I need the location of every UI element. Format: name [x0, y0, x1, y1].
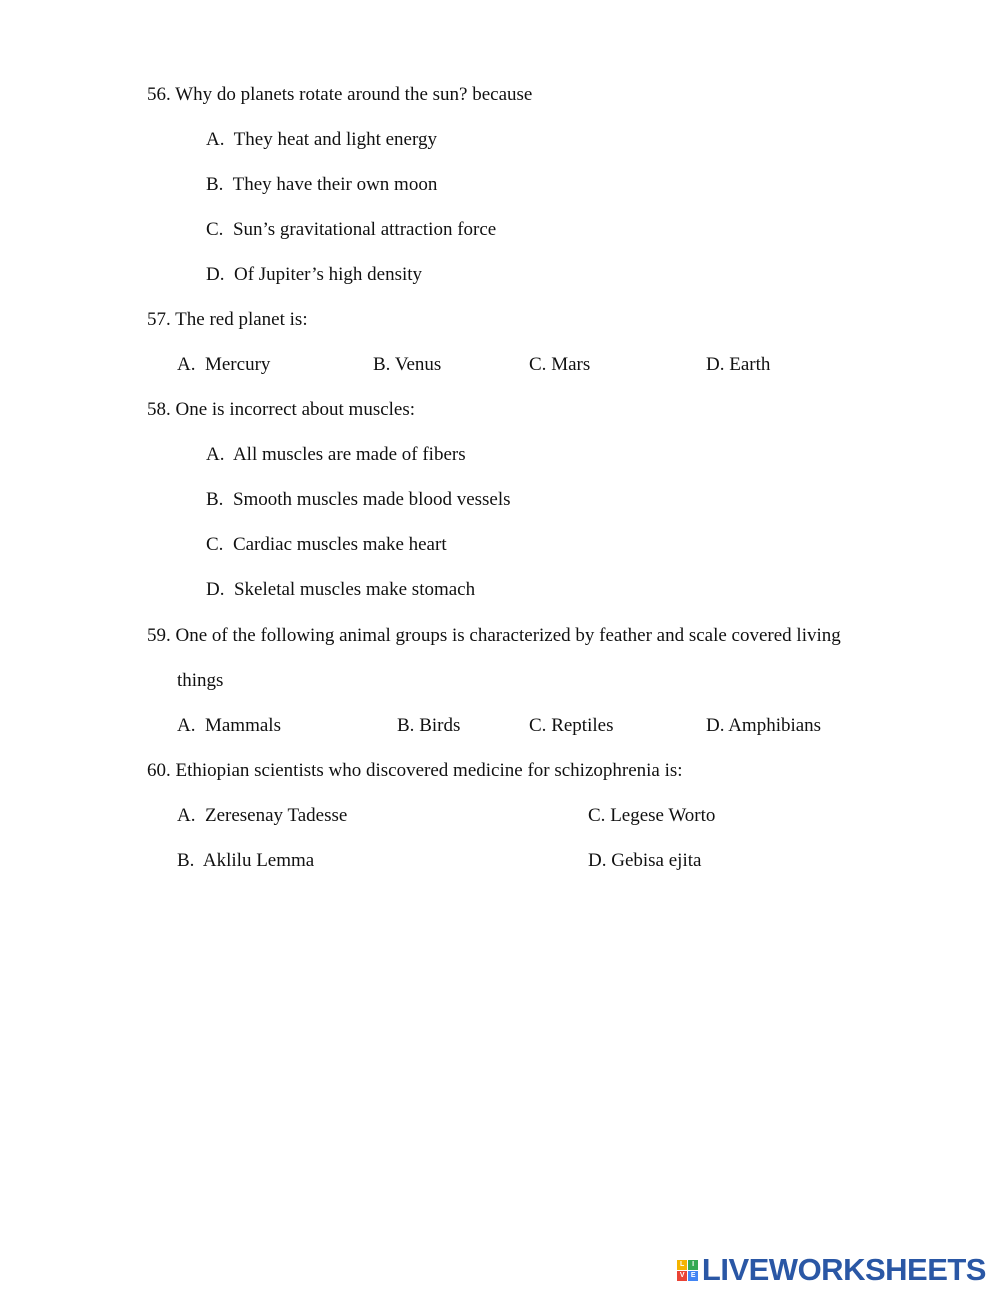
- option-letter: B.: [206, 489, 224, 510]
- option-text: They heat and light energy: [233, 129, 437, 150]
- option-59-c: [529, 716, 613, 735]
- question-text: Ethiopian scientists who discovered medicine for schizophrenia is:: [175, 760, 683, 781]
- option-letter: C.: [206, 534, 224, 555]
- question-text: One is incorrect about muscles:: [175, 399, 416, 420]
- option-60-d: [588, 851, 701, 870]
- option-letter: D.: [206, 579, 225, 600]
- question-text-cont: things: [177, 670, 224, 691]
- option-text: Legese Worto: [610, 805, 716, 826]
- option-57-b: [373, 355, 441, 374]
- option-text: Mercury: [204, 354, 271, 375]
- question-59-continuation: [177, 671, 223, 690]
- logo-block: I: [688, 1260, 698, 1270]
- option-59-d: [706, 716, 821, 735]
- question-number: 58.: [147, 399, 171, 420]
- option-text: Aklilu Lemma: [202, 850, 315, 871]
- option-letter: D.: [206, 264, 225, 285]
- option-letter: D.: [706, 354, 725, 375]
- option-letter: B.: [373, 354, 391, 375]
- option-letter: A.: [177, 715, 196, 736]
- option-letter: B.: [177, 850, 195, 871]
- option-60-c: [588, 806, 715, 825]
- option-58-d: [206, 580, 475, 599]
- option-56-a: [206, 130, 437, 149]
- option-text: Skeletal muscles make stomach: [233, 579, 476, 600]
- option-text: They have their own moon: [232, 174, 438, 195]
- option-text: Venus: [394, 354, 442, 375]
- option-text: Mars: [551, 354, 591, 375]
- option-letter: D.: [706, 715, 725, 736]
- question-58: [147, 400, 415, 419]
- option-letter: B.: [397, 715, 415, 736]
- option-text: Birds: [419, 715, 461, 736]
- option-text: Amphibians: [728, 715, 822, 736]
- liveworksheets-logo: [677, 1252, 986, 1288]
- option-58-c: [206, 535, 447, 554]
- option-60-a: [177, 806, 347, 825]
- option-letter: A.: [206, 444, 225, 465]
- option-letter: C.: [588, 805, 606, 826]
- option-letter: D.: [588, 850, 607, 871]
- logo-block: E: [688, 1271, 698, 1281]
- option-56-d: [206, 265, 422, 284]
- question-text: One of the following animal groups is characterized by feather and scale covered living: [175, 625, 841, 646]
- logo-blocks-icon: [677, 1260, 698, 1281]
- option-59-a: [177, 716, 281, 735]
- option-56-c: [206, 220, 496, 239]
- option-60-b: [177, 851, 314, 870]
- option-letter: C.: [529, 715, 547, 736]
- option-56-b: [206, 175, 437, 194]
- option-text: Mammals: [204, 715, 281, 736]
- question-number: 60.: [147, 760, 171, 781]
- option-text: Reptiles: [551, 715, 614, 736]
- logo-block: V: [677, 1271, 687, 1281]
- option-text: Earth: [729, 354, 771, 375]
- question-text: Why do planets rotate around the sun? because: [175, 84, 533, 105]
- option-58-a: [206, 445, 466, 464]
- option-letter: A.: [206, 129, 225, 150]
- question-56: [147, 85, 532, 104]
- option-57-d: [706, 355, 770, 374]
- question-number: 56.: [147, 84, 171, 105]
- question-59: [147, 626, 841, 645]
- option-letter: C.: [206, 219, 224, 240]
- option-text: All muscles are made of fibers: [232, 444, 466, 465]
- option-letter: B.: [206, 174, 224, 195]
- option-58-b: [206, 490, 511, 509]
- question-number: 59.: [147, 625, 171, 646]
- option-text: Gebisa ejita: [611, 850, 702, 871]
- option-letter: A.: [177, 805, 196, 826]
- option-text: Sun’s gravitational attraction force: [232, 219, 497, 240]
- option-57-a: [177, 355, 270, 374]
- logo-block: L: [677, 1260, 687, 1270]
- question-60: [147, 761, 683, 780]
- option-letter: C.: [529, 354, 547, 375]
- option-text: Zeresenay Tadesse: [204, 805, 348, 826]
- option-59-b: [397, 716, 460, 735]
- option-57-c: [529, 355, 590, 374]
- option-text: Cardiac muscles make heart: [232, 534, 447, 555]
- option-text: Of Jupiter’s high density: [233, 264, 423, 285]
- option-text: Smooth muscles made blood vessels: [232, 489, 511, 510]
- option-letter: A.: [177, 354, 196, 375]
- question-text: The red planet is:: [175, 309, 308, 330]
- logo-text: LIVEWORKSHEETS: [701, 1252, 986, 1287]
- question-number: 57.: [147, 309, 171, 330]
- question-57: [147, 310, 308, 329]
